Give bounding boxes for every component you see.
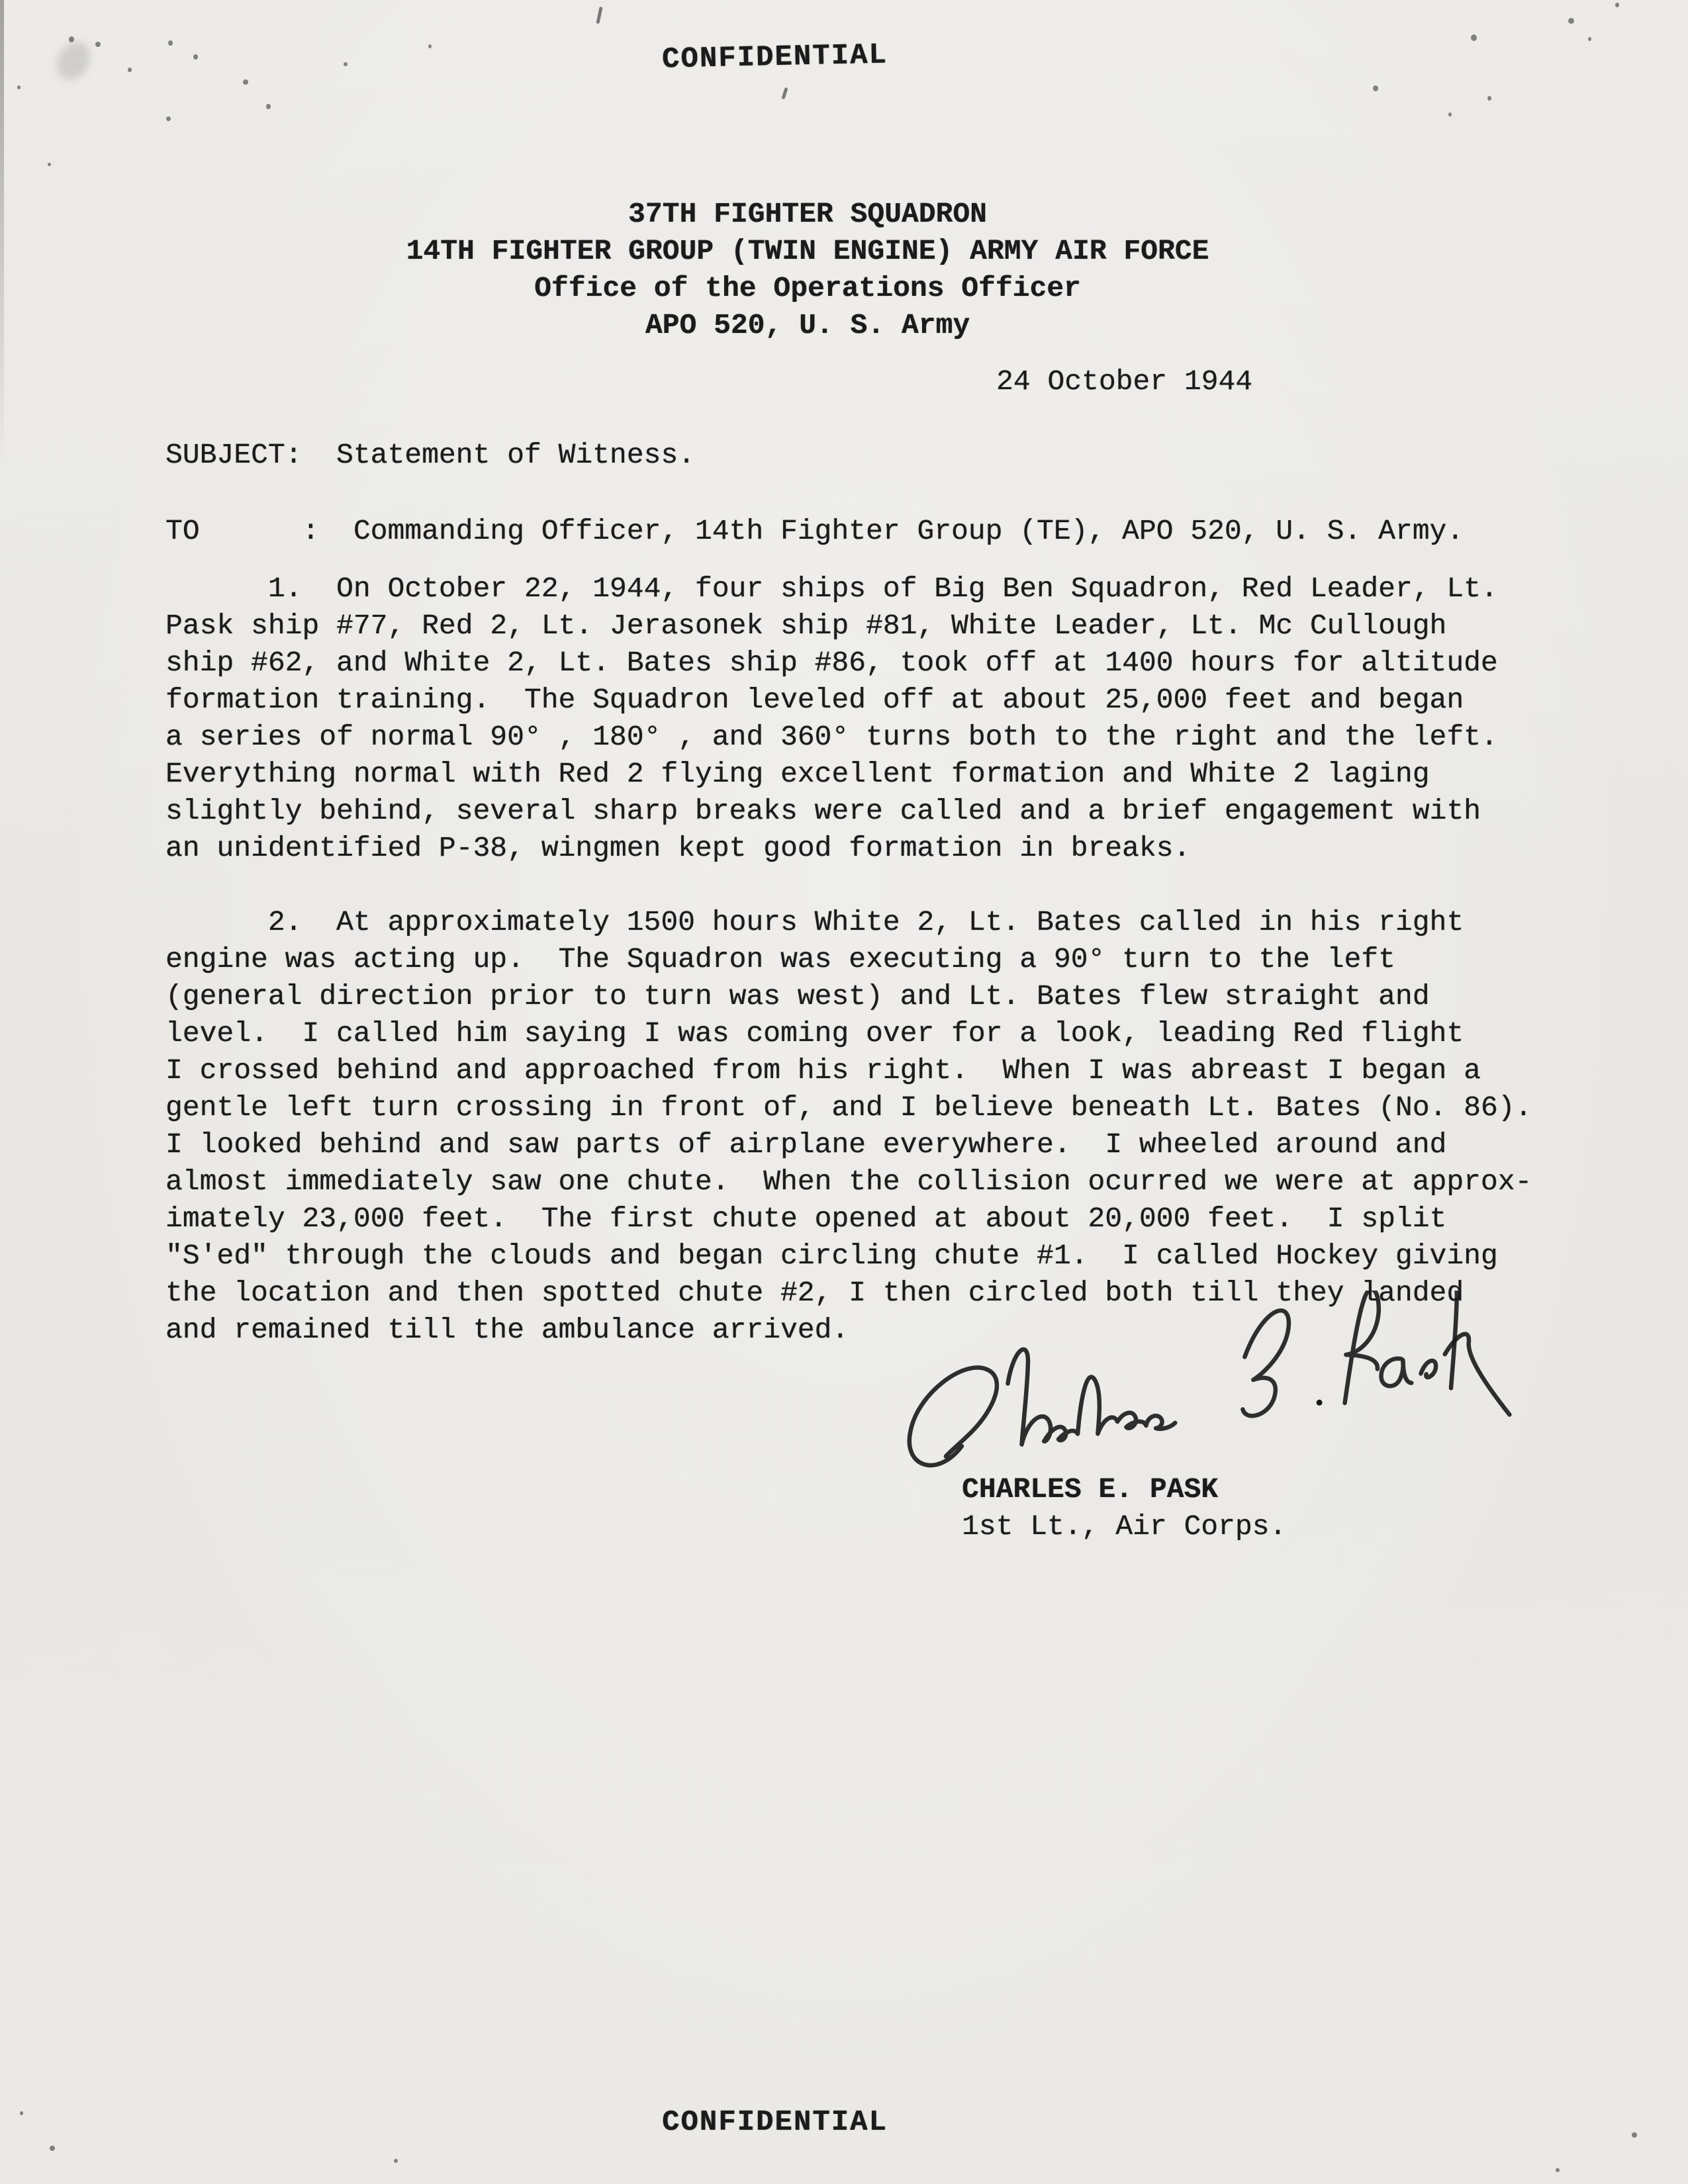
confidential-stamp-top: CONFIDENTIAL (661, 38, 888, 77)
scan-speck (1487, 96, 1491, 101)
text-line: slightly behind, several sharp breaks were called and a brief engagement with (165, 795, 1481, 827)
scan-speck (17, 85, 21, 89)
scan-speck (166, 116, 171, 121)
scan-speck (95, 42, 101, 47)
scan-speck (50, 2146, 55, 2151)
confidential-stamp-bottom: CONFIDENTIAL (662, 2106, 888, 2139)
scan-speck (394, 2159, 398, 2163)
scan-speck (193, 54, 198, 60)
scan-speck (1615, 3, 1619, 7)
date-line: 24 October 1944 (996, 365, 1253, 398)
scan-speck (69, 36, 74, 42)
paragraph-2 (165, 904, 1569, 1349)
to-line: TO : Commanding Officer, 14th Fighter Group (TE), APO 520, U. S. Army. (165, 515, 1464, 547)
text-line: (general direction prior to turn was west) and Lt. Bates flew straight and (165, 980, 1430, 1013)
scan-speck (1632, 2132, 1637, 2138)
paragraph-1 (165, 570, 1569, 867)
text-line: 1. On October 22, 1944, four ships of Big Ben Squadron, Red Leader, Lt. (165, 572, 1498, 605)
scan-speck (266, 104, 271, 109)
text-line: ship #62, and White 2, Lt. Bates ship #86, took off at 1400 hours for altitude (165, 647, 1498, 679)
text-line: the location and then spotted chute #2, I then circled both till they landed (165, 1277, 1464, 1309)
scan-speck (1568, 18, 1574, 24)
text-line: I looked behind and saw parts of airplane everywhere. I wheeled around and (165, 1128, 1447, 1161)
scan-speck (344, 62, 348, 66)
letterhead-squadron: 37TH FIGHTER SQUADRON (628, 198, 987, 230)
scan-speck (1373, 85, 1378, 91)
scan-mark (596, 7, 602, 24)
text-line: a series of normal 90° , 180° , and 360° turns both to the right and the left. (165, 721, 1498, 753)
scan-speck (20, 2111, 23, 2115)
scan-speck (1448, 113, 1452, 116)
letterhead-apo: APO 520, U. S. Army (645, 309, 970, 341)
letterhead-group: 14TH FIGHTER GROUP (TWIN ENGINE) ARMY AIR FORCE (406, 235, 1209, 267)
scan-speck (428, 44, 432, 48)
text-line: Everything normal with Red 2 flying excellent formation and White 2 laging (165, 758, 1430, 790)
scan-speck (1556, 2168, 1560, 2172)
signature-script (880, 1291, 1529, 1489)
letterhead-office: Office of the Operations Officer (534, 272, 1081, 304)
text-line: Pask ship #77, Red 2, Lt. Jerasonek ship #81, White Leader, Lt. Mc Cullough (165, 610, 1447, 642)
text-line: imately 23,000 feet. The first chute opened at about 20,000 feet. I split (165, 1203, 1447, 1235)
scan-speck (48, 163, 51, 166)
text-line: I crossed behind and approached from his right. When I was abreast I began a (165, 1054, 1481, 1087)
text-line: and remained till the ambulance arrived. (165, 1314, 849, 1346)
text-line: "S'ed" through the clouds and began circling chute #1. I called Hockey giving (165, 1240, 1498, 1272)
scan-speck (128, 68, 132, 72)
signature-typed-name: CHARLES E. PASK (962, 1473, 1219, 1506)
text-line: level. I called him saying I was coming over for a look, leading Red flight (165, 1017, 1464, 1050)
text-line: almost immediately saw one chute. When the collision ocurred we were at approx- (165, 1165, 1532, 1198)
text-line: gentle left turn crossing in front of, and I believe beneath Lt. Bates (No. 86). (165, 1091, 1532, 1124)
text-line: engine was acting up. The Squadron was executing a 90° turn to the left (165, 943, 1395, 976)
scan-speck (1588, 37, 1591, 41)
text-line: formation training. The Squadron leveled off at about 25,000 feet and began (165, 684, 1464, 716)
subject-line: SUBJECT: Statement of Witness. (165, 439, 695, 471)
letterhead (0, 196, 1615, 344)
signature-typed-title: 1st Lt., Air Corps. (962, 1510, 1287, 1543)
scan-mark (781, 87, 788, 100)
text-line: 2. At approximately 1500 hours White 2, Lt. Bates called in his right (165, 906, 1464, 938)
scan-speck (243, 79, 248, 85)
text-line: an unidentified P-38, wingmen kept good formation in breaks. (165, 832, 1191, 864)
scan-speck (168, 40, 173, 46)
scan-smudge (50, 36, 97, 86)
scan-speck (1471, 34, 1477, 41)
